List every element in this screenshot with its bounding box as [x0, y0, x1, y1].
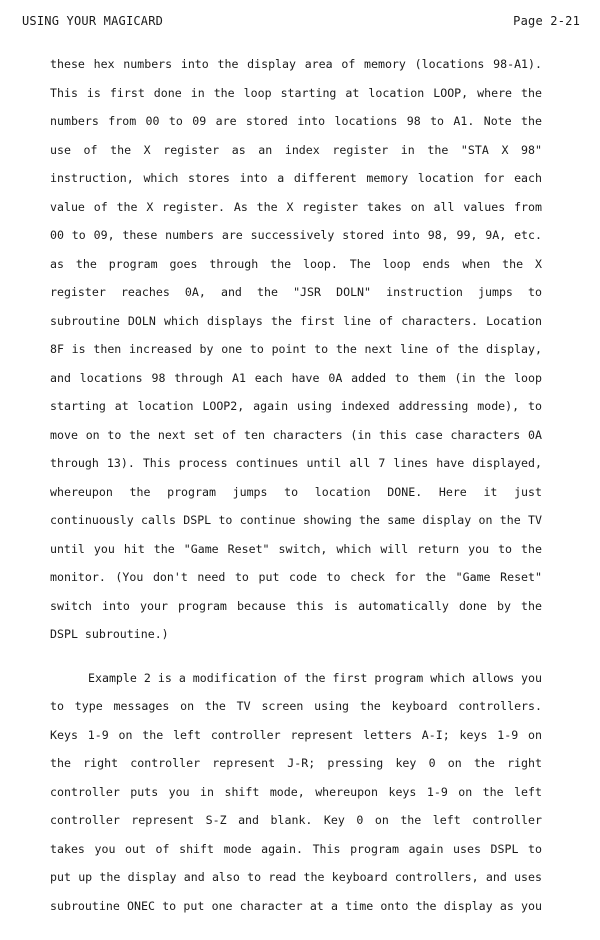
text-line: Keys 1-9 on the left controller represent letters A-I; keys 1-9 on: [50, 727, 542, 742]
text-line: until you hit the "Game Reset" switch, which will return you to the: [50, 541, 542, 556]
running-title: USING YOUR MAGICARD: [22, 14, 164, 28]
text-line: instruction, which stores into a different memory location for each: [50, 171, 542, 185]
text-line: register reaches 0A, and the "JSR DOLN" instruction jumps to: [50, 285, 542, 299]
text-line: controller represent S-Z and blank. Key 0 on the left controller: [50, 813, 542, 827]
text-line: subroutine DOLN which displays the first line of characters. Location: [50, 313, 542, 328]
text-line: controller puts you in shift mode, whereupon keys 1-9 on the left: [50, 784, 542, 799]
text-line: starting at location LOOP2, again using indexed addressing mode), to: [50, 399, 542, 413]
text-line: value of the X register. As the X register takes on all values from: [50, 199, 542, 214]
text-line: whereupon the program jumps to location DONE. Here it just: [50, 484, 542, 499]
text-line: DSPL subroutine.): [50, 627, 169, 641]
paragraph: [50, 54, 542, 653]
text-line: and locations 98 through A1 each have 0A added to them (in the loop: [50, 370, 542, 385]
text-line: these hex numbers into the display area of memory (locations 98-A1).: [50, 57, 542, 71]
text-line: switch into your program because this is automatically done by the: [50, 598, 542, 613]
text-line: 00 to 09, these numbers are successively stored into 98, 99, 9A, etc.: [50, 228, 542, 242]
text-line: takes you out of shift mode again. This program again uses DSPL to: [50, 841, 542, 856]
text-line: numbers from 00 to 09 are stored into locations 98 to A1. Note the: [50, 114, 542, 128]
text-line: to type messages on the TV screen using the keyboard controllers.: [50, 699, 542, 713]
text-line: continuously calls DSPL to continue showing the same display on the TV: [50, 513, 542, 527]
text-line: monitor. (You don't need to put code to check for the "Game Reset": [50, 570, 542, 584]
text-line: put up the display and also to read the keyboard controllers, and uses: [50, 870, 542, 884]
text-line: the right controller represent J-R; pressing key 0 on the right: [50, 756, 542, 770]
text-line: through 13). This process continues until all 7 lines have displayed,: [50, 456, 542, 470]
body-text: [50, 54, 542, 924]
text-line: as the program goes through the loop. The loop ends when the X: [50, 256, 542, 271]
text-line: move on to the next set of ten characters (in this case characters 0A: [50, 427, 542, 442]
page-header: [22, 14, 580, 32]
text-line: 8F is then increased by one to point to the next line of the display,: [50, 342, 542, 356]
paragraph: [50, 668, 542, 925]
text-line: use of the X register as an index register in the "STA X 98": [50, 142, 542, 157]
page-number: Page 2-21: [513, 14, 580, 28]
paragraph-gap: [50, 653, 542, 668]
text-line: Example 2 is a modification of the first program which allows you: [88, 670, 542, 685]
text-line: subroutine ONEC to put one character at a time onto the display as you: [50, 898, 542, 913]
text-line: This is first done in the loop starting at location LOOP, where the: [50, 85, 542, 100]
